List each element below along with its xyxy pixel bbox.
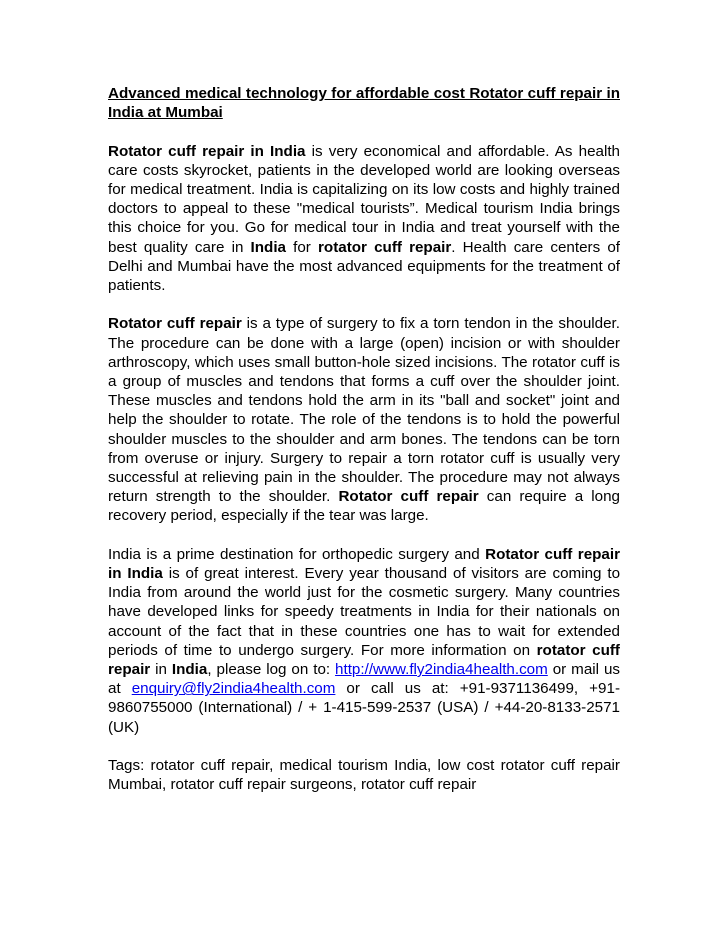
body-text: or mail us at	[108, 661, 620, 698]
tags-paragraph: Tags: rotator cuff repair, medical tourism India, low cost rotator cuff repair Mumbai, rotator cuff repair surgeons, rotator cuff repair	[108, 757, 620, 794]
body-text: for	[286, 238, 319, 256]
bold-phrase: rotator cuff repair	[108, 641, 620, 679]
body-text: is of great interest. Every year thousand of visitors are coming to India from around the world just for the cosmetic surgery. Many countries have developed links for speedy treatments in India for their nationals on account of the fact that in these countries one has to wait for extended periods of time to undergo surgery. For more information on	[108, 565, 621, 659]
body-text: or call us at: +91-9371136499, +91-9860755000 (International) / + 1-415-599-2537 (USA) / +44-20-8133-2571 (UK)	[108, 680, 621, 736]
body-text: . Health care centers of Delhi and Mumbai have the most advanced equipments for the treatment of patients.	[108, 238, 620, 295]
document-page	[108, 84, 620, 794]
document-title: Advanced medical technology for affordable cost Rotator cuff repair in India at Mumbai	[108, 85, 620, 122]
body-text: India is a prime destination for orthopedic surgery and	[108, 545, 486, 563]
bold-phrase: India	[171, 661, 208, 679]
body-text: is a type of surgery to fix a torn tendon in the shoulder. The procedure can be done with a large (open) incision or with shoulder arthroscopy, which uses small button-hole sized incisions. The rotator cuff is a group of muscles and tendons that forms a cuff over the shoulder joint. These muscles and tendons hold the arm in its "ball and socket" joint and help the shoulder to rotate. The role of the tendons is to hold the powerful shoulder muscles to the shoulder and arm bones. The tendons can be torn from overuse or injury. Surgery to repair a torn rotator cuff is usually very successful at relieving pain in the shoulder. The procedure may not always return strength to the shoulder.	[108, 315, 620, 506]
bold-phrase: Rotator cuff repair	[108, 315, 242, 333]
email-link[interactable]: enquiry@fly2india4health.com	[131, 680, 336, 698]
body-text: can require a long recovery period, especially if the tear was large.	[108, 488, 620, 525]
bold-phrase: rotator cuff repair	[318, 238, 452, 256]
body-text: in	[150, 661, 172, 679]
paragraph-destination	[108, 545, 620, 737]
bold-phrase: India	[250, 238, 286, 256]
bold-phrase: Rotator cuff repair in India	[108, 142, 306, 160]
paragraph-procedure	[108, 314, 620, 525]
paragraph-intro	[108, 142, 620, 296]
bold-phrase: Rotator cuff repair in India	[108, 545, 620, 583]
body-text: , please log on to:	[207, 661, 336, 679]
body-text: is very economical and affordable. As health care costs skyrocket, patients in the developed world are looking overseas for medical treatment. India is capitalizing on its low costs and highly trained doctors to appeal to these "medical tourists”. Medical tourism India brings this choice for you. Go for medical tour in India and treat yourself with the best quality care in	[108, 142, 621, 256]
website-link[interactable]: http://www.fly2india4health.com	[335, 661, 548, 679]
bold-phrase: Rotator cuff repair	[338, 488, 479, 506]
